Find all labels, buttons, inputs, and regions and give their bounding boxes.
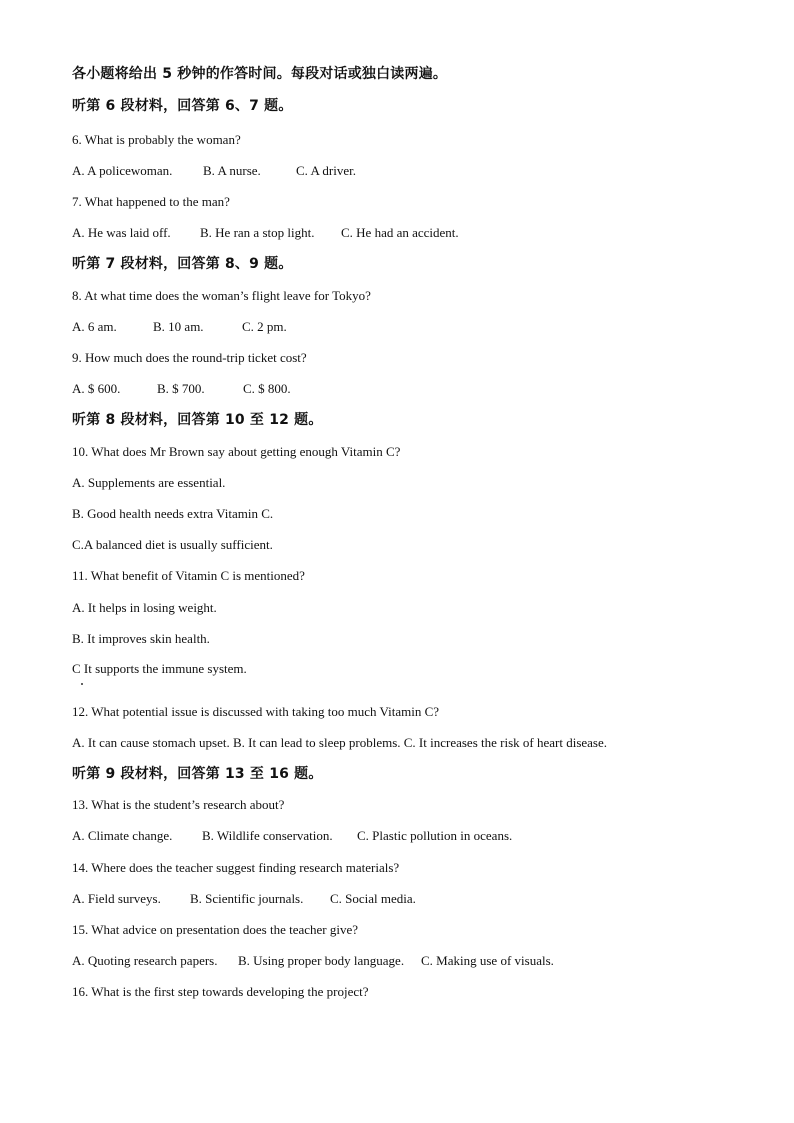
question-stem-14: 14. Where does the teacher suggest finding research materials?	[72, 860, 400, 875]
option-c: C. Making use of visuals.	[421, 953, 554, 968]
options-row-13	[72, 828, 512, 844]
question-stem-7: 7. What happened to the man?	[72, 194, 230, 209]
option-b: B. He ran a stop light.	[200, 225, 315, 240]
option-line: A. It helps in losing weight.	[72, 600, 217, 615]
section-heading-9: 听第 9 段材料，回答第 13 至 16 题。	[72, 766, 323, 782]
option-line: B. It improves skin health.	[72, 631, 210, 646]
option-b: B. Wildlife conservation.	[202, 828, 333, 843]
question-stem-11: 11. What benefit of Vitamin C is mentioned?	[72, 568, 305, 583]
options-row-15	[72, 953, 554, 969]
option-c: C. Plastic pollution in oceans.	[357, 828, 513, 843]
option-b: B. Scientific journals.	[190, 891, 304, 906]
instructions-text: 各小题将给出 5 秒钟的作答时间。每段对话或独白读两遍。	[72, 66, 448, 82]
question-stem-13: 13. What is the student’s research about?	[72, 797, 285, 812]
options-row-8	[72, 319, 287, 335]
option-a: A. He was laid off.	[72, 225, 171, 240]
option-b: B. A nurse.	[203, 163, 261, 178]
option-a: A. Climate change.	[72, 828, 173, 843]
option-line: C.A balanced diet is usually sufficient.	[72, 537, 273, 552]
question-stem-12: 12. What potential issue is discussed with taking too much Vitamin C?	[72, 704, 440, 719]
question-stem-15: 15. What advice on presentation does the teacher give?	[72, 922, 359, 937]
option-c: C. $ 800.	[243, 381, 291, 396]
option-line: C It supports the immune system.	[72, 661, 247, 676]
question-stem-6: 6. What is probably the woman?	[72, 132, 241, 147]
option-a: A. $ 600.	[72, 381, 121, 396]
options-row-6	[72, 163, 356, 179]
option-a: A. Quoting research papers.	[72, 953, 218, 968]
option-c: C. 2 pm.	[242, 319, 287, 334]
options-row-14	[72, 891, 416, 907]
question-stem-16: 16. What is the first step towards developing the project?	[72, 984, 369, 999]
section-heading-8: 听第 8 段材料，回答第 10 至 12 题。	[72, 412, 323, 428]
option-b: B. $ 700.	[157, 381, 205, 396]
stray-dot-mark	[81, 683, 83, 685]
question-stem-9: 9. How much does the round-trip ticket cost?	[72, 350, 307, 365]
section-heading-6: 听第 6 段材料，回答第 6、7 题。	[72, 98, 293, 114]
options-row-12: A. It can cause stomach upset. B. It can lead to sleep problems. C. It increases the risk of heart disease.	[72, 735, 607, 750]
option-c: C. He had an accident.	[341, 225, 459, 240]
question-stem-8: 8. At what time does the woman’s flight leave for Tokyo?	[72, 288, 371, 303]
option-a: A. A policewoman.	[72, 163, 173, 178]
question-stem-10: 10. What does Mr Brown say about getting enough Vitamin C?	[72, 444, 401, 459]
options-row-9	[72, 381, 291, 397]
option-line: B. Good health needs extra Vitamin C.	[72, 506, 274, 521]
option-b: B. Using proper body language.	[238, 953, 405, 968]
section-heading-7: 听第 7 段材料，回答第 8、9 题。	[72, 256, 293, 272]
option-b: B. 10 am.	[153, 319, 204, 334]
option-c: C. A driver.	[296, 163, 356, 178]
option-line: A. Supplements are essential.	[72, 475, 226, 490]
option-a: A. 6 am.	[72, 319, 117, 334]
options-row-7	[72, 225, 459, 241]
option-c: C. Social media.	[330, 891, 416, 906]
option-a: A. Field surveys.	[72, 891, 161, 906]
